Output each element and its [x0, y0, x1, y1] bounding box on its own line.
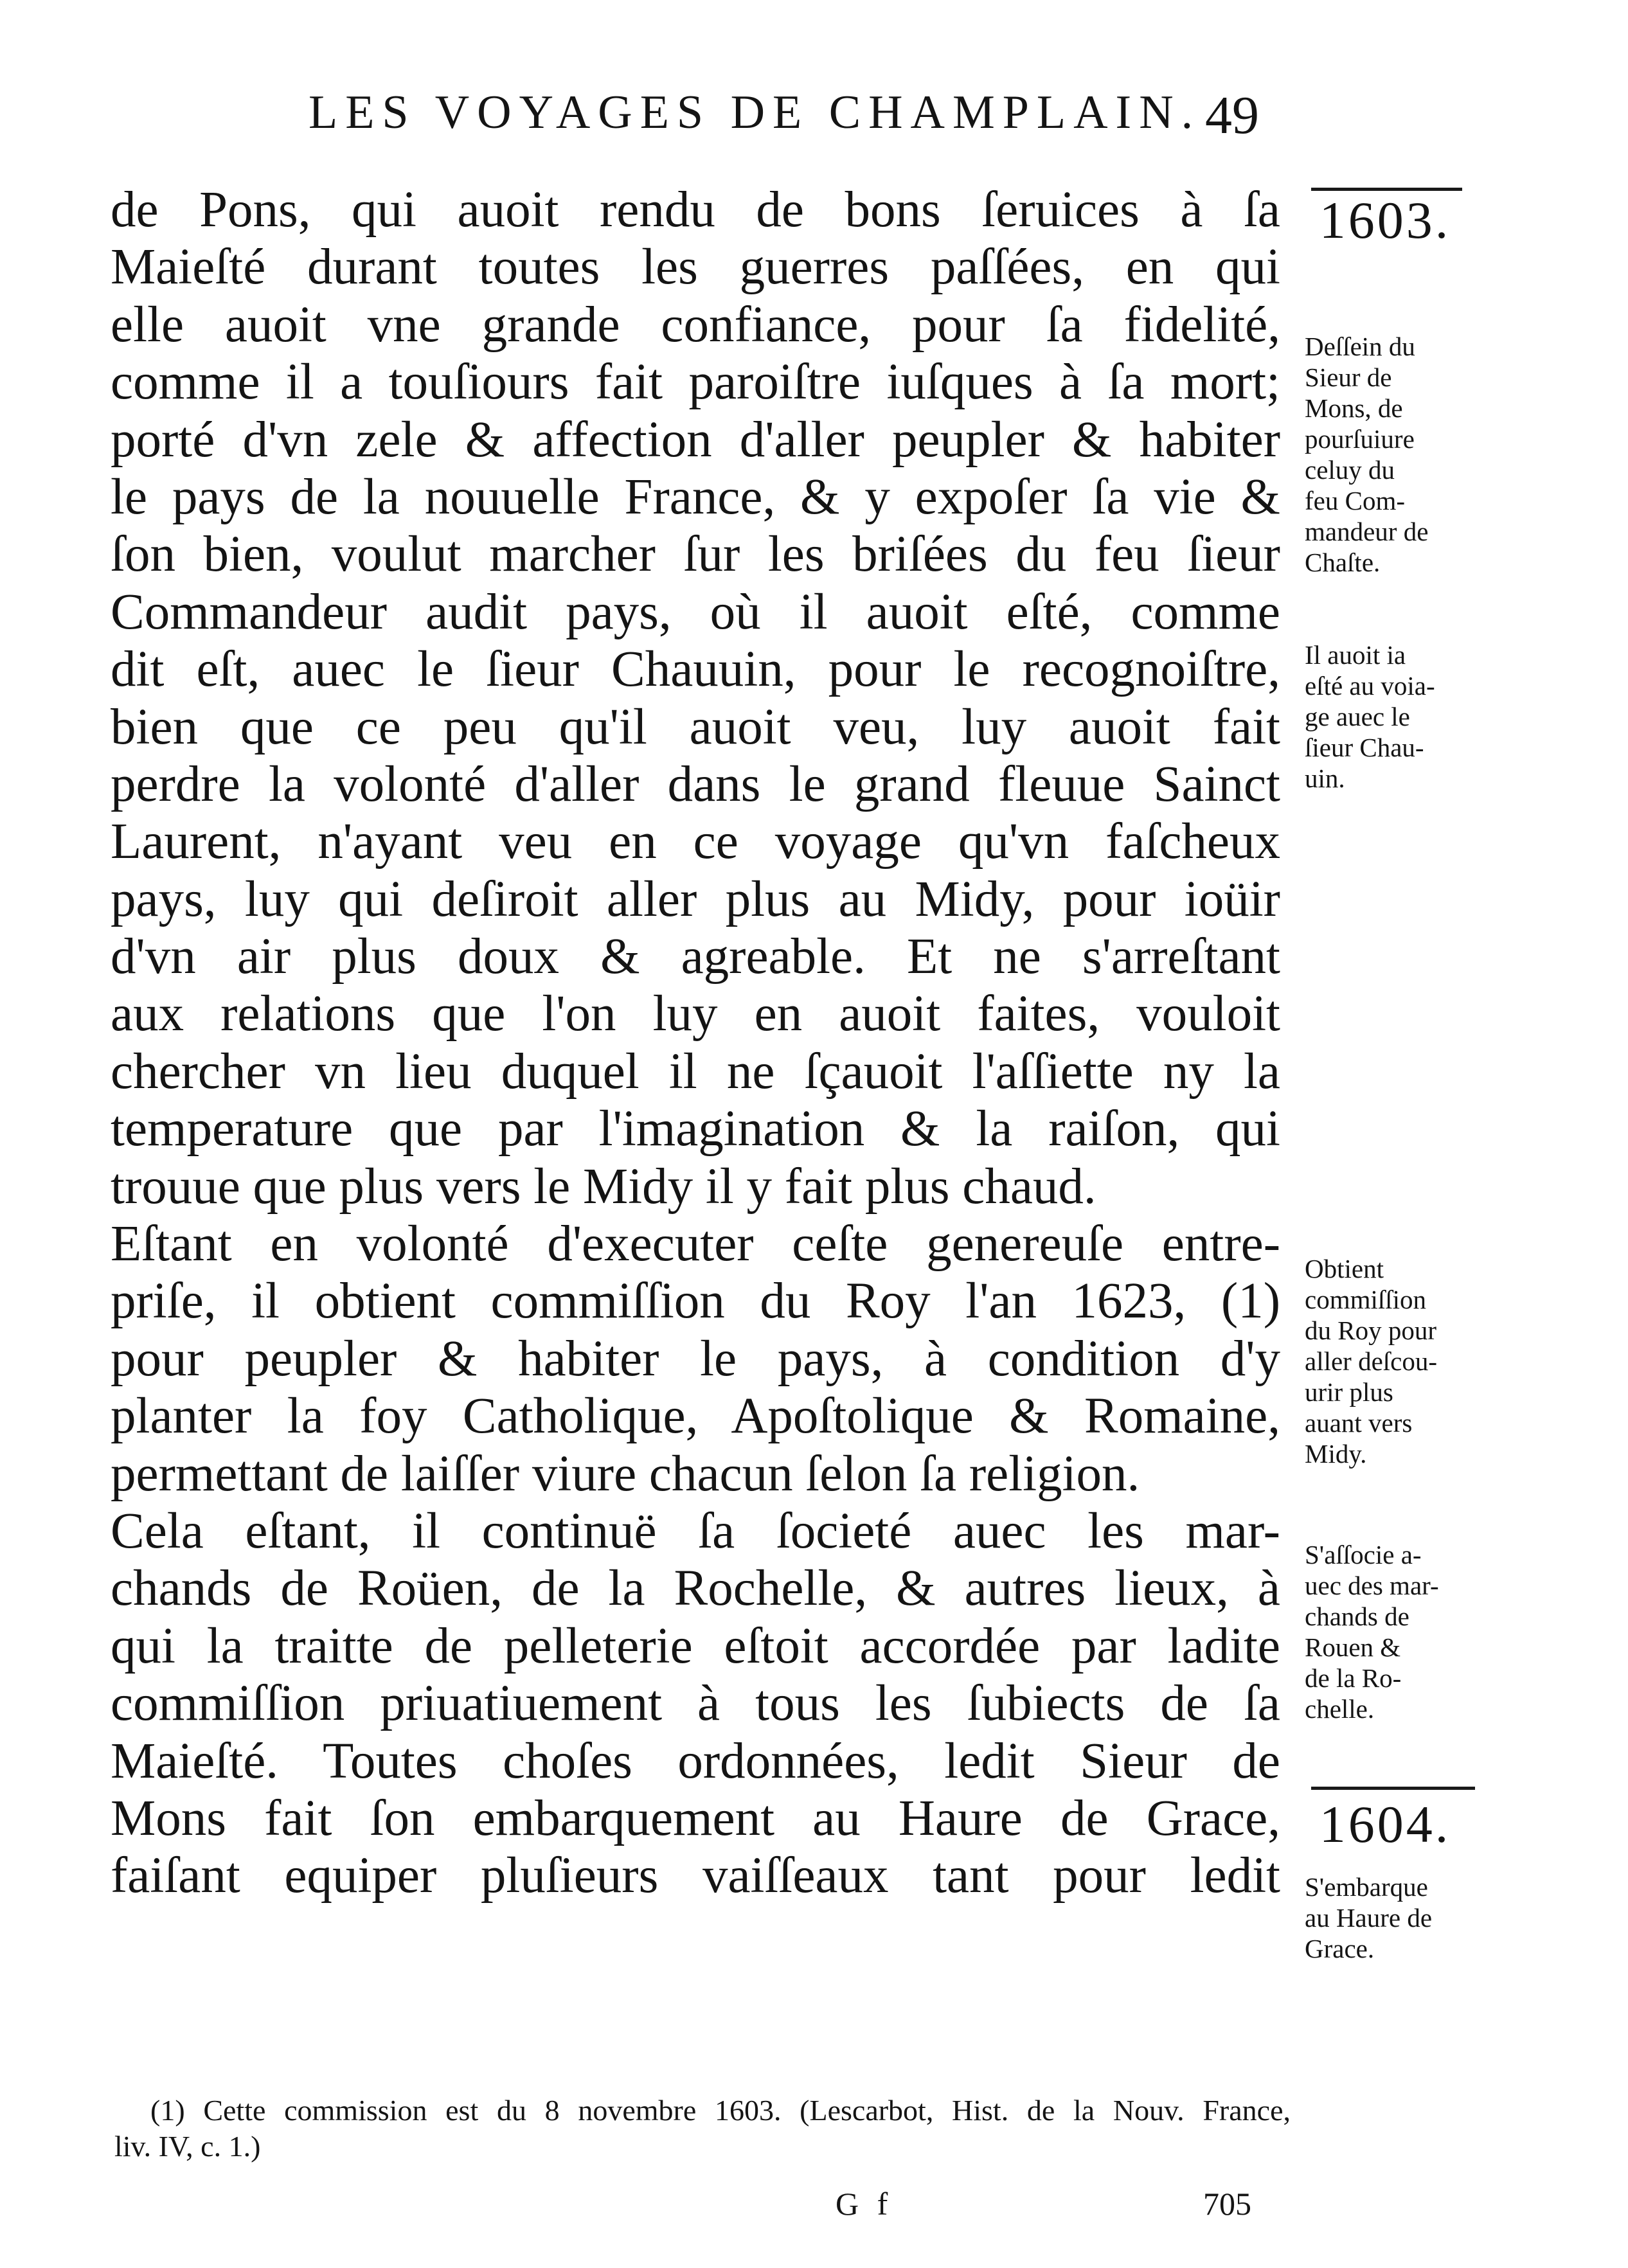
margin-note-embarque [1305, 1871, 1498, 1964]
text-line: qui la traitte de pelleterie eſtoit accordée par ladite [111, 1618, 1280, 1674]
text-line: chands de Roüen, de la Rochelle, & autres lieux, à [111, 1560, 1280, 1617]
text-line: commiſſion priuatiuement à tous les ſubiects de ſa [111, 1675, 1280, 1732]
text-line: permettant de laiſſer viure chacun ſelon ſa religion. [111, 1445, 1140, 1502]
text-line: Maieſté durant toutes les guerres paſſées, en qui [111, 239, 1280, 296]
text-line: comme il a touſiours fait paroiſtre iuſques à ſa mort; [111, 354, 1280, 411]
text-line: pour peupler & habiter le pays, à condition d'y [111, 1330, 1280, 1387]
margin-note-line: celuy du [1305, 455, 1395, 485]
text-line: perdre la volonté d'aller dans le grand fleuue Sainct [111, 756, 1280, 812]
text-line: ſon bien, voulut marcher ſur les briſées du feu ſieur [111, 526, 1280, 583]
text-line: de Pons, qui auoit rendu de bons ſeruices à ſa [111, 182, 1280, 238]
text-line: faiſant equiper pluſieurs vaiſſeaux tant pour ledit [111, 1848, 1280, 1904]
margin-note-line: S'embarque [1305, 1872, 1428, 1902]
text-line: Laurent, n'ayant veu en ce voyage qu'vn faſcheux [111, 814, 1280, 870]
text-line: Commandeur audit pays, où il auoit eſté, comme [111, 584, 1280, 640]
margin-note-dessein [1305, 331, 1498, 578]
margin-rule-1604 [1311, 1787, 1475, 1790]
margin-note-commission [1305, 1253, 1498, 1469]
margin-note-line: de la Ro- [1305, 1663, 1402, 1693]
margin-note-line: Il auoit ia [1305, 640, 1406, 670]
margin-note-line: aller deſcou- [1305, 1346, 1438, 1376]
text-line: pays, luy qui deſiroit aller plus au Midy, pour ioüir [111, 871, 1280, 927]
margin-note-line: Rouen & [1305, 1632, 1401, 1662]
footnote-line: (1) Cette commission est du 8 novembre 1603. (Lescarbot, Hist. de la Nouv. France, [150, 2094, 1291, 2127]
margin-note-line: Chaſte. [1305, 548, 1381, 577]
margin-note-line: ſieur Chau- [1305, 733, 1424, 762]
text-line: Cela eſtant, il continuë ſa ſocieté auec les mar- [111, 1503, 1280, 1559]
text-line: dit eſt, auec le ſieur Chauuin, pour le recognoiſtre, [111, 641, 1280, 698]
margin-note-line: mandeur de [1305, 517, 1429, 546]
margin-note-line: chands de [1305, 1602, 1409, 1631]
margin-year-1604: 1604. [1319, 1795, 1451, 1853]
margin-note-line: S'aſſocie a- [1305, 1540, 1422, 1569]
text-line: temperature que par l'imagination & la raiſon, qui [111, 1101, 1280, 1157]
margin-note-associe [1305, 1539, 1498, 1724]
page-number: 49 [1205, 85, 1259, 145]
margin-note-line: uec des mar- [1305, 1571, 1439, 1600]
text-line: Maieſté. Toutes choſes ordonnées, ledit Sieur de [111, 1733, 1280, 1789]
margin-note-line: ge auec le [1305, 702, 1410, 731]
margin-note-line: chelle. [1305, 1694, 1375, 1724]
text-line: Mons fait ſon embarquement au Haure de Grace, [111, 1790, 1280, 1846]
body-text [111, 181, 1280, 1905]
footnote [114, 2093, 1291, 2165]
sheet-number: 705 [1203, 2186, 1251, 2222]
margin-note-line: eſté au voia- [1305, 671, 1435, 701]
margin-note-line: commiſſion [1305, 1285, 1427, 1314]
margin-note-line: Grace. [1305, 1934, 1375, 1963]
text-line: priſe, il obtient commiſſion du Roy l'an 1623, (1) [111, 1273, 1280, 1330]
margin-note-line: Sieur de [1305, 362, 1392, 392]
margin-note-chauuin [1305, 639, 1498, 794]
margin-year-1603: 1603. [1319, 191, 1451, 249]
signature-mark: G f [836, 2186, 893, 2222]
text-line: planter la foy Catholique, Apoſtolique & Romaine, [111, 1388, 1280, 1445]
text-line: porté d'vn zele & affection d'aller peupler & habiter [111, 411, 1280, 468]
text-line: Eſtant en volonté d'executer ceſte genereuſe entre- [111, 1216, 1280, 1272]
running-title: LES VOYAGES DE CHAMPLAIN. [309, 86, 1201, 139]
margin-note-line: pourſuiure [1305, 424, 1415, 454]
text-line: chercher vn lieu duquel il ne ſçauoit l'aſſiette ny la [111, 1043, 1280, 1100]
text-line: aux relations que l'on luy en auoit faites, vouloit [111, 986, 1280, 1042]
margin-note-line: du Roy pour [1305, 1316, 1436, 1345]
margin-note-line: feu Com- [1305, 486, 1405, 515]
footnote-line: liv. IV, c. 1.) [114, 2130, 261, 2163]
text-line: bien que ce peu qu'il auoit veu, luy auoit fait [111, 699, 1280, 755]
margin-note-line: au Haure de [1305, 1903, 1433, 1933]
margin-note-line: Deſſein du [1305, 332, 1415, 361]
margin-note-line: Obtient [1305, 1254, 1384, 1283]
margin-note-line: Mons, de [1305, 393, 1403, 423]
text-line: d'vn air plus doux & agreable. Et ne s'arreſtant [111, 929, 1280, 985]
margin-note-line: uin. [1305, 763, 1345, 793]
text-line: trouue que plus vers le Midy il y fait plus chaud. [111, 1158, 1096, 1215]
margin-note-line: auant vers [1305, 1408, 1413, 1438]
text-line: elle auoit vne grande confiance, pour ſa fidelité, [111, 296, 1280, 353]
text-line: le pays de la nouuelle France, & y expoſer ſa vie & [111, 469, 1280, 525]
margin-note-line: urir plus [1305, 1377, 1393, 1407]
margin-note-line: Midy. [1305, 1439, 1367, 1469]
